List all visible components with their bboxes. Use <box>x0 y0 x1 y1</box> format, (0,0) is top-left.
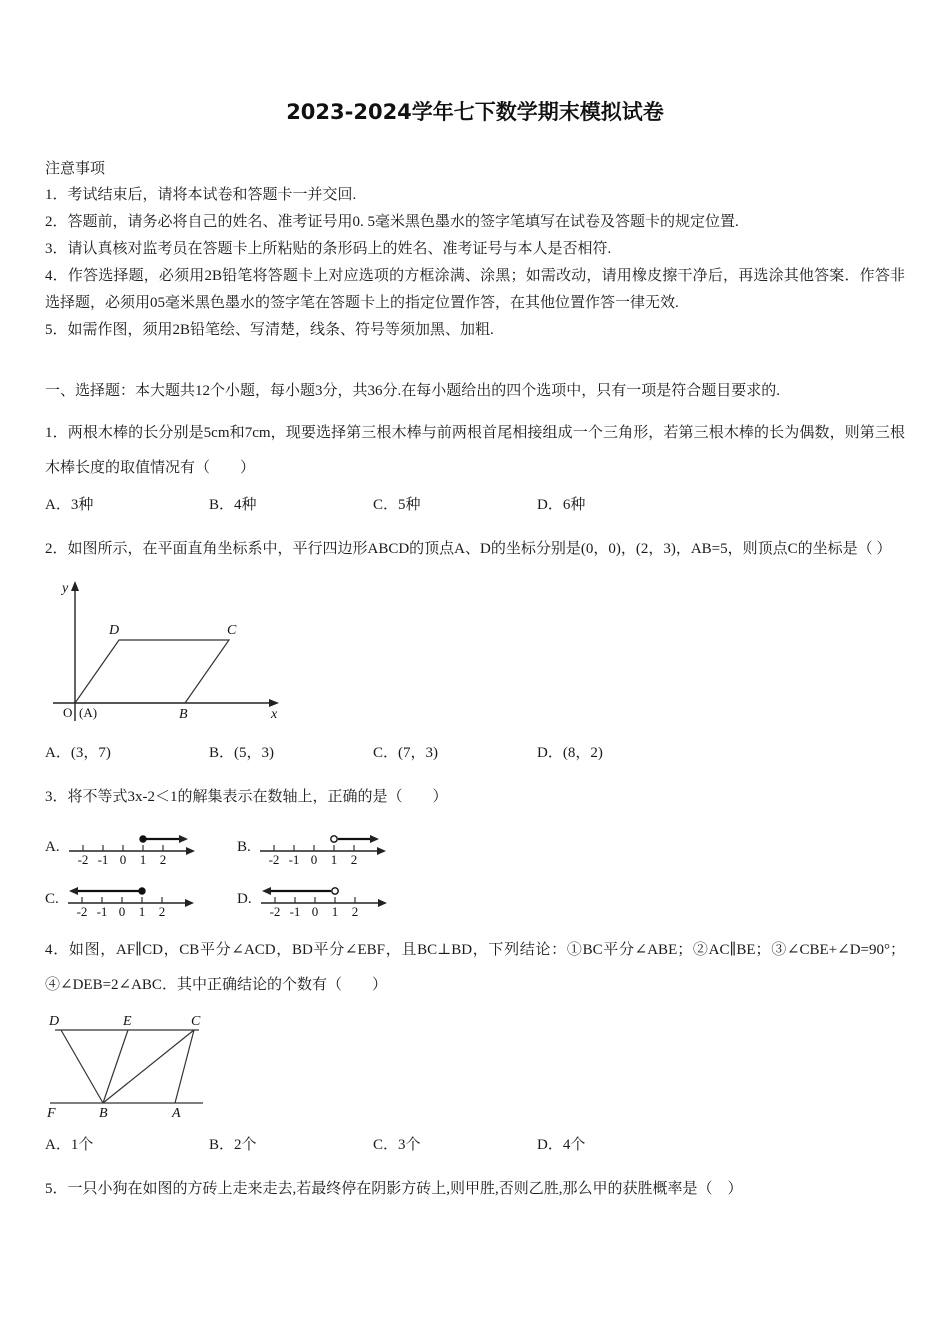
notice-item-3: 3．请认真核对监考员在答题卡上所粘贴的条形码上的姓名、准考证号与本人是否相符. <box>45 241 612 257</box>
tick-minus2: -2 <box>268 852 280 867</box>
figure-label-vertex-c: C <box>227 623 237 638</box>
tick-0: 0 <box>118 904 126 919</box>
open-endpoint-circle <box>331 836 337 842</box>
question-1-option-a: A．3种 <box>45 497 94 513</box>
figure-label-e: E <box>123 1014 132 1029</box>
tick-minus2: -2 <box>269 904 281 919</box>
question-2-option-b: B．(5，3) <box>209 745 274 761</box>
question-3-options <box>45 823 905 919</box>
closed-endpoint-dot <box>139 888 145 894</box>
numberline-figure-c <box>66 875 198 919</box>
figure-label-x-axis: x <box>271 707 278 722</box>
question-5-text: 5．一只小狗在如图的方砖上走来走去,若最终停在阴影方砖上,则甲胜,否则乙胜,那么甲的获胜概率是（ ） <box>45 1181 743 1197</box>
question-2-figure <box>45 577 905 734</box>
option-b-label: B. <box>237 839 251 855</box>
tick-minus2: -2 <box>77 852 89 867</box>
option-c-label: C. <box>45 891 59 907</box>
tick-2: 2 <box>350 852 358 867</box>
tick-2: 2 <box>351 904 358 919</box>
question-5 <box>45 1172 905 1207</box>
figure-label-vertex-a: (A) <box>79 705 98 720</box>
figure-label-b: B <box>99 1106 108 1121</box>
question-2-option-d: D．(8，2) <box>537 745 603 761</box>
tick-0: 0 <box>119 852 126 867</box>
question-2-options <box>45 738 905 768</box>
question-4-text: 4．如图，AF∥CD，CB平分∠ACD，BD平分∠EBF，且BC⊥BD，下列结论：①BC平分∠ABE；②AC∥BE；③∠CBE+∠D=90°；④∠DEB=2∠ABC．其中正确结论的个数有（ ） <box>45 942 905 993</box>
tick-minus1: -1 <box>289 904 301 919</box>
tick-2: 2 <box>159 852 166 867</box>
tick-2: 2 <box>158 904 166 919</box>
tick-1: 1 <box>330 852 338 867</box>
question-4-option-b: B．2个 <box>209 1137 257 1153</box>
question-1-option-b: B．4种 <box>209 497 257 513</box>
figure-label-vertex-b: B <box>179 707 188 722</box>
tick-1: 1 <box>138 904 146 919</box>
tick-0: 0 <box>310 852 318 867</box>
question-4-options <box>45 1130 905 1160</box>
angle-bisector-figure <box>45 1013 223 1121</box>
question-4-option-a: A．1个 <box>45 1137 94 1153</box>
question-4-figure <box>45 1013 905 1126</box>
question-3-option-a <box>45 823 237 867</box>
question-1-text: 1．两根木棒的长分别是5cm和7cm，现要选择第三根木棒与前两根首尾相接组成一个三角形，若第三根木棒的长为偶数，则第三根木棒长度的取值情况有（ ） <box>45 425 905 476</box>
figure-label-f: F <box>47 1106 56 1121</box>
tick-minus2: -2 <box>76 904 88 919</box>
figure-label-vertex-d: D <box>109 623 120 638</box>
notice-item-2: 2．答题前，请务必将自己的姓名、准考证号用0. 5毫米黑色墨水的签字笔填写在试卷及答题卡的规定位置. <box>45 214 739 230</box>
tick-minus1: -1 <box>97 852 109 867</box>
notice-section <box>45 156 905 344</box>
tick-0: 0 <box>311 904 318 919</box>
tick-1: 1 <box>139 852 146 867</box>
closed-endpoint-dot <box>139 836 145 842</box>
question-3-text: 3．将不等式3x-2＜1的解集表示在数轴上，正确的是（ ） <box>45 789 448 805</box>
notice-item-4: 4．作答选择题，必须用2B铅笔将答题卡上对应选项的方框涂满、涂黑；如需改动，请用橡皮擦干净后，再选涂其他答案．作答非选择题，必须用05毫米黑色墨水的签字笔在答题卡上的指定位置作答，在其他位置作答一律无效. <box>45 268 905 311</box>
numberline-figure-d <box>259 875 391 919</box>
open-endpoint-circle <box>331 888 337 894</box>
question-3 <box>45 780 905 919</box>
question-1 <box>45 416 905 520</box>
figure-label-c: C <box>191 1014 201 1029</box>
figure-label-a: A <box>172 1106 181 1121</box>
parallelogram-coordinate-figure <box>45 577 285 729</box>
tick-minus1: -1 <box>288 852 300 867</box>
figure-label-origin: O <box>63 705 73 720</box>
question-4 <box>45 933 905 1160</box>
question-1-option-d: D．6种 <box>537 497 586 513</box>
question-3-option-c <box>45 875 237 919</box>
question-2-text: 2．如图所示，在平面直角坐标系中，平行四边形ABCD的顶点A、D的坐标分别是(0，0)，(2，3)，AB=5，则顶点C的坐标是（ ） <box>45 541 892 557</box>
tick-1: 1 <box>331 904 338 919</box>
question-2 <box>45 532 905 768</box>
question-2-option-c: C．(7，3) <box>373 745 438 761</box>
question-1-options <box>45 490 905 520</box>
question-2-option-a: A．(3，7) <box>45 745 111 761</box>
figure-label-d: D <box>49 1014 60 1029</box>
numberline-figure-a <box>67 823 199 867</box>
figure-label-y-axis: y <box>62 581 69 596</box>
page-title: 2023-2024学年七下数学期末模拟试卷 <box>286 100 664 124</box>
question-3-option-b <box>237 823 429 867</box>
notice-header: 注意事项 <box>45 161 106 177</box>
option-d-label: D. <box>237 891 252 907</box>
question-4-option-d: D．4个 <box>537 1137 586 1153</box>
question-1-option-c: C．5种 <box>373 497 421 513</box>
numberline-figure-b <box>258 823 390 867</box>
notice-item-1: 1．考试结束后，请将本试卷和答题卡一并交回. <box>45 187 357 203</box>
section-1-header: 一、选择题：本大题共12个小题，每小题3分，共36分.在每小题给出的四个选项中，只有一项是符合题目要求的. <box>45 383 781 399</box>
question-4-option-c: C．3个 <box>373 1137 421 1153</box>
question-3-option-d <box>237 875 429 919</box>
tick-minus1: -1 <box>96 904 108 919</box>
notice-item-5: 5．如需作图，须用2B铅笔绘、写清楚，线条、符号等须加黑、加粗. <box>45 322 494 338</box>
option-a-label: A. <box>45 839 60 855</box>
